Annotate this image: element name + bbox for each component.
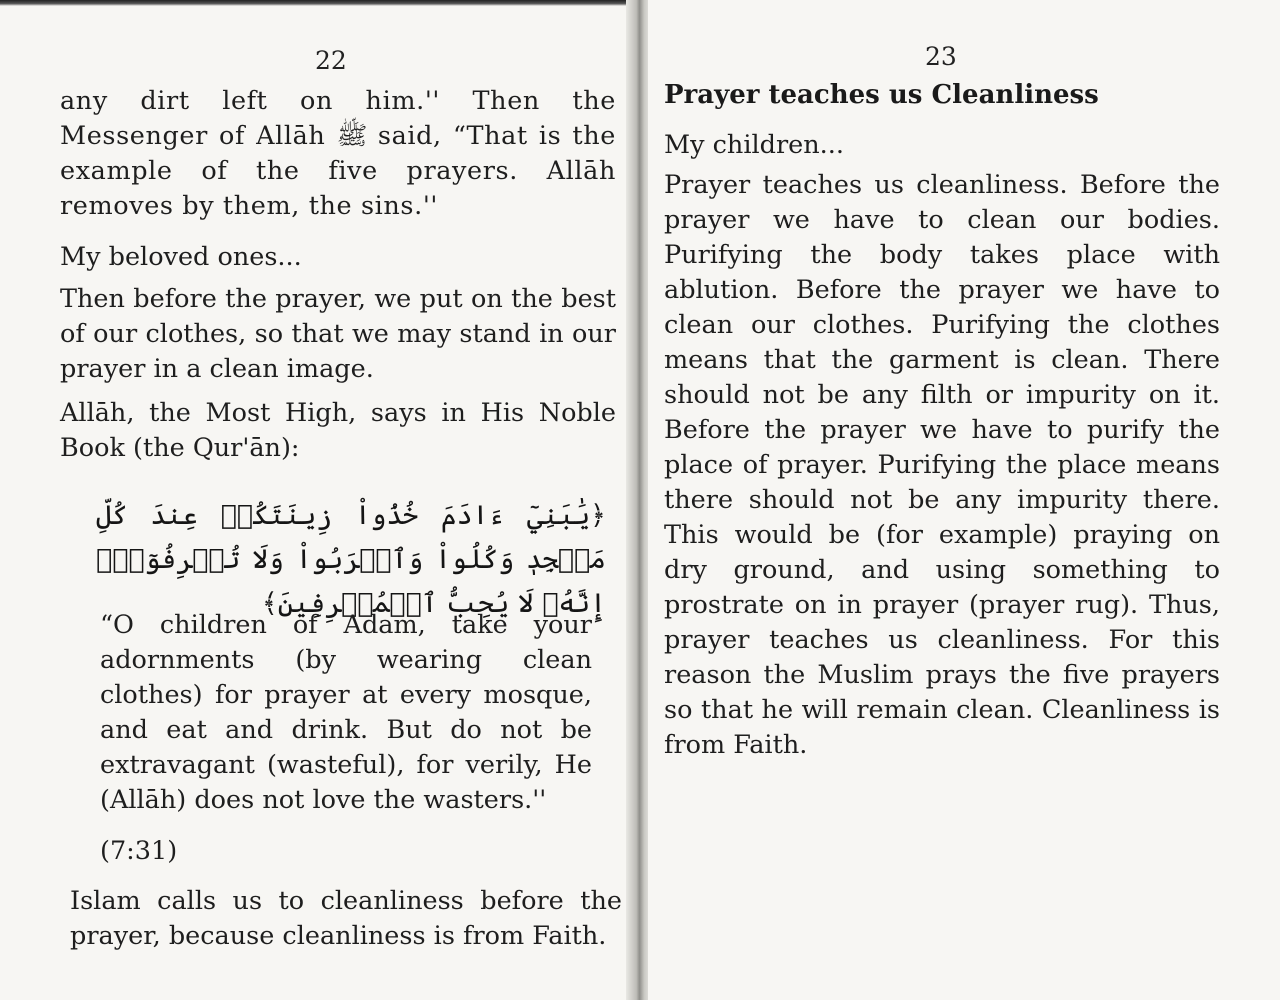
arabic-verse: ﴿يَٰبَنِيٓ ءَادَمَ خُذُواْ زِينَتَكُمۡ عِندَ كُلِّ مَسۡجِدٖ وَكُلُواْ وَٱشۡرَبُواْ وَلَا تُسۡرِفُوٓاْۚ إِنَّهُۥ لَا يُحِبُّ ٱلۡمُسۡرِفِينَ﴾: [96, 500, 606, 619]
left-page: [0, 0, 636, 1000]
page-number-right: 23: [925, 42, 957, 71]
paragraph-closing: Islam calls us to cleanliness before the prayer, because cleanliness is from Faith.: [70, 886, 622, 951]
address-children: My children...: [664, 130, 844, 160]
body-text: Prayer teaches us cleanliness. Before the prayer we have to clean our bodies. Purifying the body takes place with ablution. Before the prayer we have to clean our clothes. Purifying the clothes means that the garment is clean. There should not be any filth or impurity on it. Before the prayer we have to purify the place of prayer. Purifying the place means there should not be any impurity there. This would be (for example) praying on dry ground, and using something to prostrate on in prayer (prayer rug). Thus, prayer teaches us cleanliness. For this reason the Muslim prays the five prayers so that he will remain clean. Cleanliness is from Faith.: [664, 170, 1220, 760]
verse-reference: (7:31): [100, 836, 178, 866]
verse-translation: “O children of Adam, take your adornments (by wearing clean clothes) for prayer at every mosque, and eat and drink. But do not be extravagant (wasteful), for verily, He (Allāh) does not love the wasters.'': [100, 610, 592, 815]
paragraph-quran-intro: Allāh, the Most High, says in His Noble Book (the Qur'ān):: [60, 398, 616, 463]
address-beloved: My beloved ones...: [60, 242, 302, 272]
paragraph-clothes: Then before the prayer, we put on the best of our clothes, so that we may stand in our prayer in a clean image.: [60, 284, 616, 384]
section-heading: Prayer teaches us Cleanliness: [664, 80, 1099, 110]
page-top-edge: [0, 0, 636, 6]
page-number-left: 22: [315, 46, 347, 75]
paragraph-continued: any dirt left on him.'' Then the Messenger of Allāh ﷺ said, “That is the example of the five prayers. Allāh removes by them, the sins.'': [60, 86, 616, 221]
